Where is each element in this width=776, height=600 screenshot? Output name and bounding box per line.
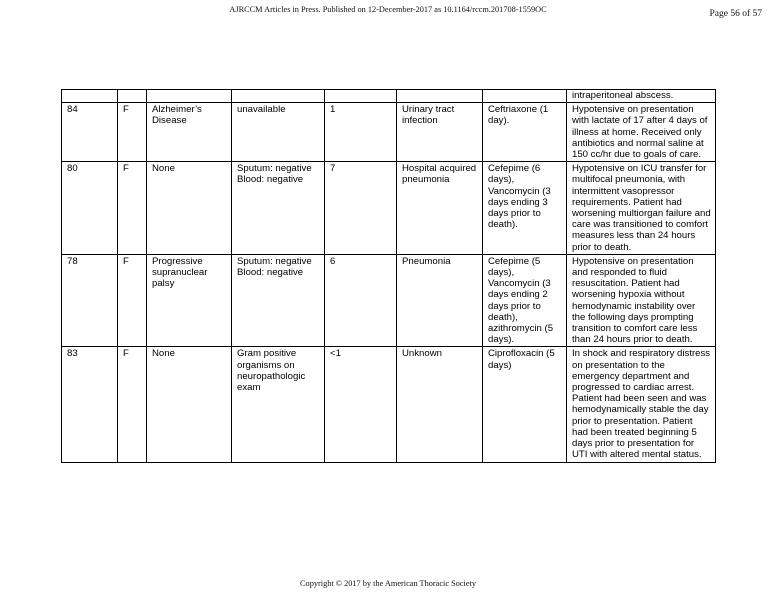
- age-cell: 78: [62, 254, 118, 347]
- course-cell: intraperitoneal abscess.: [567, 90, 716, 103]
- page-number: Page 56 of 57: [709, 9, 762, 19]
- age-cell: 84: [62, 103, 118, 162]
- course-cell: Hypotensive on presentation and responded to fluid resuscitation. Patient had worsening hypoxia without hemodynamic instability over the following days prompting transition to comfort care less than 24 hours prior to death.: [567, 254, 716, 347]
- diagnosis-cell: Urinary tract infection: [397, 103, 483, 162]
- table-row: [62, 347, 716, 462]
- cultures-cell: Gram positive organisms on neuropathologic exam: [232, 347, 325, 462]
- cultures-cell: Sputum: negative Blood: negative: [232, 254, 325, 347]
- age-cell: [62, 90, 118, 103]
- diagnosis-cell: Pneumonia: [397, 254, 483, 347]
- course-cell: Hypotensive on presentation with lactate of 17 after 4 days of illness at home. Received only antibiotics and normal saline at 150 cc/hr due to goals of care.: [567, 103, 716, 162]
- sex-cell: F: [118, 162, 147, 255]
- sex-cell: [118, 90, 147, 103]
- sex-cell: F: [118, 254, 147, 347]
- patient-table: [61, 89, 716, 463]
- age-cell: 83: [62, 347, 118, 462]
- course-cell: In shock and respiratory distress on presentation to the emergency department and progressed to cardiac arrest. Patient had been seen and was hemodynamically stable the day prior to presentation. Patient had been treated beginning 5 days prior to presentation for UTI with altered mental status.: [567, 347, 716, 462]
- running-head: AJRCCM Articles in Press. Published on 12-December-2017 as 10.1164/rccm.201708-1559OC: [229, 5, 547, 14]
- cultures-cell: Sputum: negative Blood: negative: [232, 162, 325, 255]
- days-cell: [325, 90, 397, 103]
- table-row: [62, 162, 716, 255]
- sex-cell: F: [118, 347, 147, 462]
- comorbidity-cell: [147, 90, 232, 103]
- antibiotics-cell: [483, 90, 567, 103]
- table-body: [62, 90, 716, 463]
- days-cell: 6: [325, 254, 397, 347]
- antibiotics-cell: Ceftriaxone (1 day).: [483, 103, 567, 162]
- age-cell: 80: [62, 162, 118, 255]
- cultures-cell: [232, 90, 325, 103]
- days-cell: <1: [325, 347, 397, 462]
- diagnosis-cell: Hospital acquired pneumonia: [397, 162, 483, 255]
- course-cell: Hypotensive on ICU transfer for multifocal pneumonia, with intermittent vasopressor requirements. Patient had worsening multiorgan failure and care was transitioned to comfort measures less than 24 hours prior to death.: [567, 162, 716, 255]
- cultures-cell: unavailable: [232, 103, 325, 162]
- sex-cell: F: [118, 103, 147, 162]
- antibiotics-cell: Cefepime (5 days), Vancomycin (3 days ending 2 days prior to death), azithromycin (5 days).: [483, 254, 567, 347]
- diagnosis-cell: Unknown: [397, 347, 483, 462]
- table-row: [62, 254, 716, 347]
- table-row-continuation: [62, 90, 716, 103]
- comorbidity-cell: Progressive supranuclear palsy: [147, 254, 232, 347]
- days-cell: 1: [325, 103, 397, 162]
- antibiotics-cell: Ciprofloxacin (5 days): [483, 347, 567, 462]
- days-cell: 7: [325, 162, 397, 255]
- copyright-footer: Copyright © 2017 by the American Thoracic Society: [300, 579, 476, 588]
- diagnosis-cell: [397, 90, 483, 103]
- comorbidity-cell: None: [147, 162, 232, 255]
- table-row: [62, 103, 716, 162]
- antibiotics-cell: Cefepime (6 days), Vancomycin (3 days ending 3 days prior to death).: [483, 162, 567, 255]
- comorbidity-cell: None: [147, 347, 232, 462]
- comorbidity-cell: Alzheimer’s Disease: [147, 103, 232, 162]
